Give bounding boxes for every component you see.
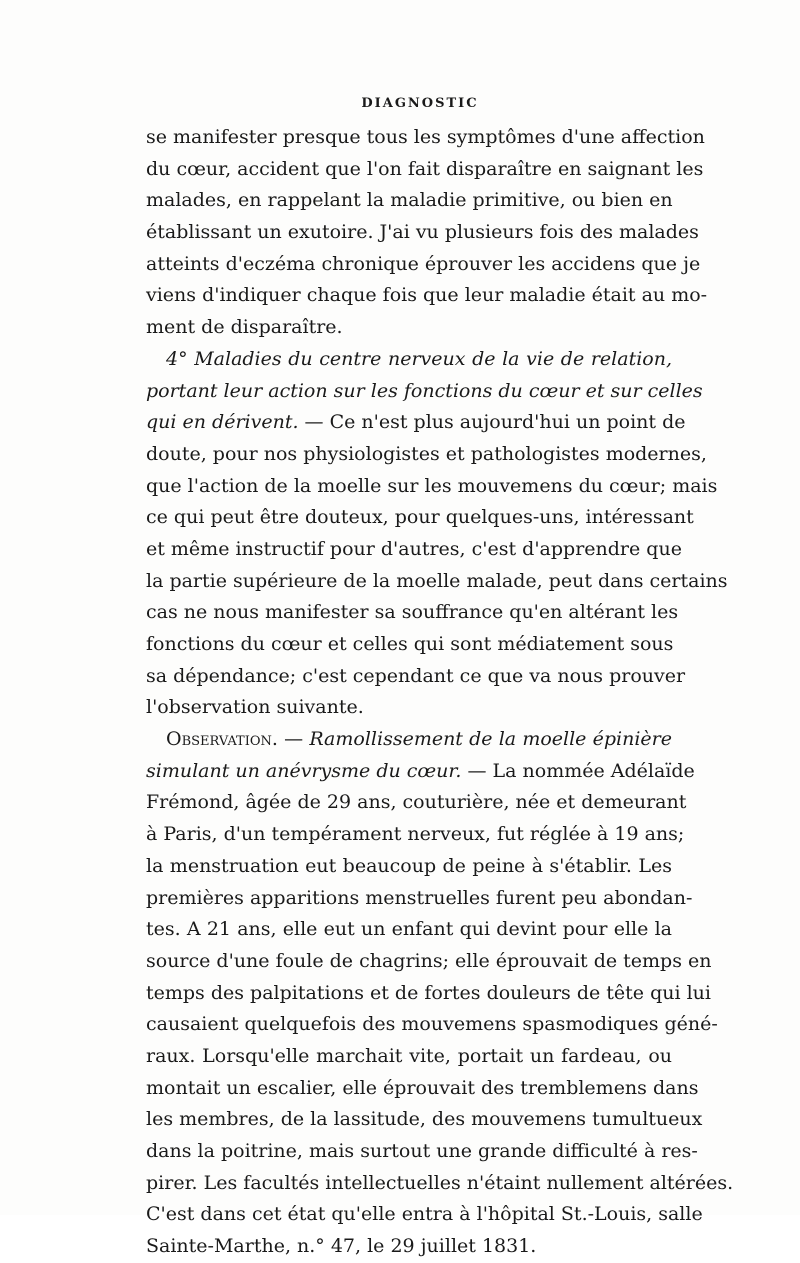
text-line: C'est dans cet état qu'elle entra à l'hôpital St.-Louis, salle bbox=[146, 1203, 703, 1226]
observation-heading-line bbox=[146, 756, 695, 788]
text-line: pirer. Les facultés intellectuelles n'étaint nullement altérées. bbox=[146, 1171, 734, 1194]
text-line: établissant un exutoire. J'ai vu plusieurs fois des malades bbox=[146, 221, 699, 244]
text-line: dans la poitrine, mais surtout une grande difficulté à res- bbox=[146, 1140, 698, 1162]
text-line: Frémond, âgée de 29 ans, couturière, née et demeurant bbox=[146, 791, 687, 814]
text-line: sa dépendance; c'est cependant ce que va nous prouver bbox=[146, 664, 686, 687]
text-line: viens d'indiquer chaque fois que leur maladie était au mo- bbox=[146, 284, 708, 307]
running-header: DIAGNOSTIC bbox=[361, 96, 479, 111]
text-line: les membres, de la lassitude, des mouvemens tumultueux bbox=[146, 1108, 703, 1131]
section-heading-tail: qui en dérivent. bbox=[146, 411, 299, 434]
text-line: temps des palpitations et de fortes douleurs de tête qui lui bbox=[146, 981, 711, 1004]
text-line: premières apparitions menstruelles furent peu abondan- bbox=[146, 886, 693, 909]
text-line: la menstruation eut beaucoup de peine à s'établir. Les bbox=[146, 854, 672, 877]
text-line: se manifester presque tous les symptômes d'une affection bbox=[146, 126, 705, 148]
text-line: ment de disparaître. bbox=[146, 316, 343, 339]
section-heading-line: portant leur action sur les fonctions du cœur et sur celles bbox=[146, 379, 703, 402]
text-line: à Paris, d'un tempérament nerveux, fut réglée à 19 ans; bbox=[146, 823, 685, 846]
page-body bbox=[146, 122, 734, 1263]
text-line: du cœur, accident que l'on fait disparaître en saignant les bbox=[146, 157, 704, 180]
observation-heading-line bbox=[146, 724, 672, 756]
text-line: cas ne nous manifester sa souffrance qu'en altérant les bbox=[146, 601, 679, 624]
text-line: causaient quelquefois des mouvemens spasmodiques géné- bbox=[146, 1013, 718, 1036]
text-fragment: — La nommée Adélaïde bbox=[461, 759, 695, 782]
text-line: l'observation suivante. bbox=[146, 696, 364, 719]
section-heading-line: 4° Maladies du centre nerveux de la vie de relation, bbox=[166, 347, 672, 370]
text-line: la partie supérieure de la moelle malade, peut dans certains bbox=[146, 569, 728, 592]
text-line: montait un escalier, elle éprouvait des tremblemens dans bbox=[146, 1076, 699, 1099]
observation-label: Observation. bbox=[166, 728, 278, 751]
text-line: tes. A 21 ans, elle eut un enfant qui devint pour elle la bbox=[146, 918, 672, 941]
observation-title: simulant un anévrysme du cœur. bbox=[146, 759, 462, 782]
text-line: source d'une foule de chagrins; elle éprouvait de temps en bbox=[146, 949, 712, 972]
text-line: atteints d'eczéma chronique éprouver les accidens que je bbox=[146, 252, 701, 275]
text-line: fonctions du cœur et celles qui sont médiatement sous bbox=[146, 633, 674, 655]
text-line: malades, en rappelant la maladie primitive, ou bien en bbox=[146, 189, 673, 212]
text-line: Sainte-Marthe, n.° 47, le 29 juillet 1831. bbox=[146, 1235, 537, 1258]
text-line: que l'action de la moelle sur les mouvemens du cœur; mais bbox=[146, 474, 718, 497]
observation-title: Ramollissement de la moelle épinière bbox=[309, 728, 672, 751]
text-line: ce qui peut être douteux, pour quelques-uns, intéressant bbox=[146, 506, 694, 529]
text-line: et même instructif pour d'autres, c'est d'apprendre que bbox=[146, 537, 682, 560]
text-line: doute, pour nos physiologistes et pathologistes modernes, bbox=[146, 442, 707, 465]
section-heading-line bbox=[146, 407, 686, 439]
text-fragment: — Ce n'est plus aujourd'hui un point de bbox=[298, 411, 686, 434]
text-line: raux. Lorsqu'elle marchait vite, portait un fardeau, ou bbox=[146, 1044, 672, 1067]
text-fragment: — bbox=[277, 728, 310, 751]
